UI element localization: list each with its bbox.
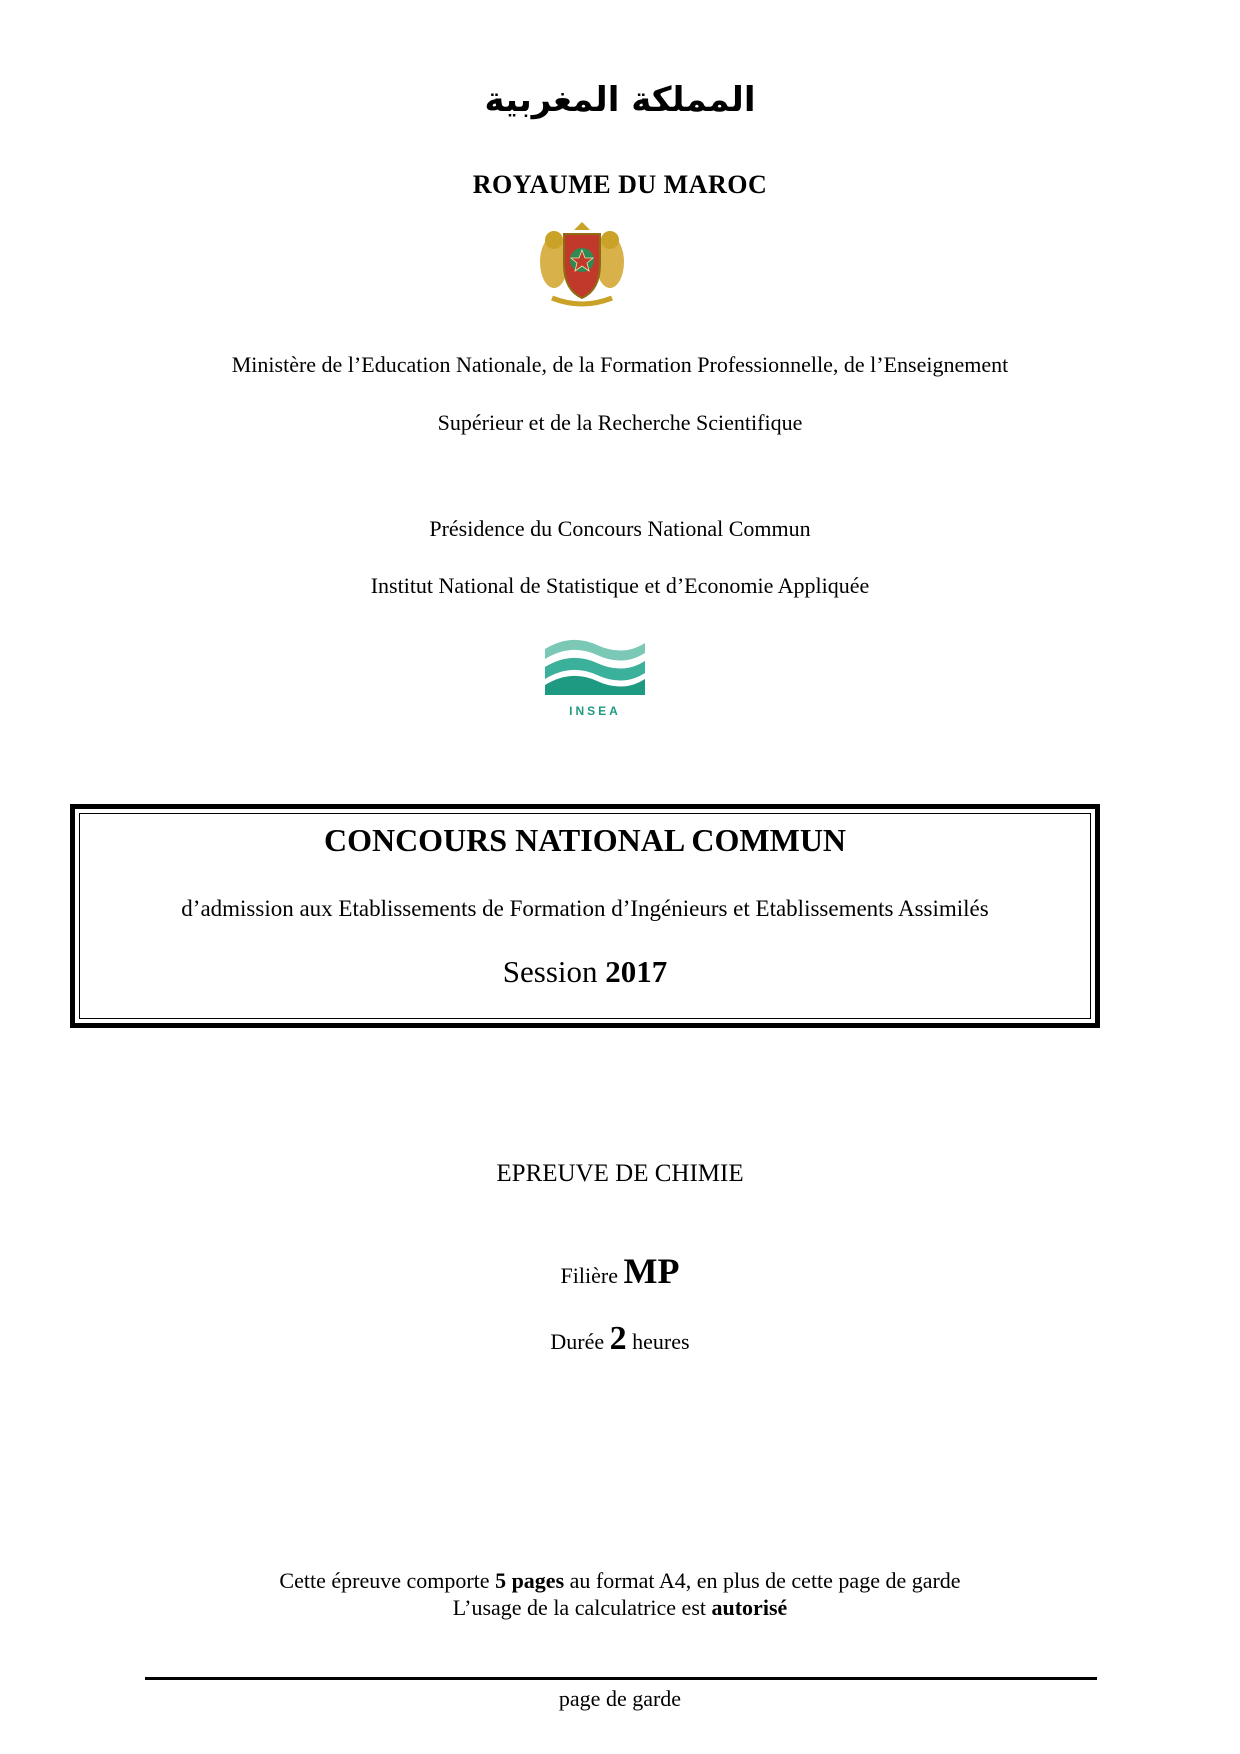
calculator-note-pre: L’usage de la calculatrice est <box>452 1595 712 1620</box>
calculator-allowed: autorisé <box>711 1595 788 1620</box>
insea-logo-icon <box>541 627 649 719</box>
insea-logo-text: INSEA <box>569 704 621 718</box>
filiere-value: MP <box>623 1251 680 1291</box>
institute-line: Institut National de Statistique et d’Economie Appliquée <box>370 573 870 598</box>
pages-note-pre: Cette épreuve comporte <box>279 1568 496 1593</box>
session-year: 2017 <box>605 954 668 989</box>
filiere-label: Filière <box>560 1263 618 1288</box>
session-label: Session <box>502 954 598 989</box>
filiere-line <box>0 1250 1240 1292</box>
footer-divider <box>145 1677 1097 1680</box>
contest-title: CONCOURS NATIONAL COMMUN <box>323 822 847 858</box>
pages-note <box>0 1568 1240 1594</box>
ministry-line-2: Supérieur et de la Recherche Scientifique <box>437 410 803 435</box>
pages-note-post: au format A4, en plus de cette page de garde <box>564 1568 961 1593</box>
presidency-line: Présidence du Concours National Commun <box>429 516 811 541</box>
duration-line <box>0 1320 1240 1358</box>
pages-count: 5 pages <box>495 1568 565 1593</box>
ministry-line-1: Ministère de l’Education Nationale, de la Formation Professionnelle, de l’Enseignement <box>231 352 1009 377</box>
duration-value: 2 <box>609 1320 627 1357</box>
country-title: ROYAUME DU MAROC <box>472 170 768 199</box>
contest-subtitle: d’admission aux Etablissements de Formation d’Ingénieurs et Etablissements Assimilés <box>181 896 989 921</box>
royal-coat-of-arms-icon <box>532 220 632 310</box>
exam-title: EPREUVE DE CHIMIE <box>496 1160 744 1187</box>
session-line <box>80 954 1090 990</box>
duration-unit: heures <box>632 1329 690 1354</box>
calculator-note <box>0 1595 1240 1621</box>
duration-label: Durée <box>550 1329 605 1354</box>
arabic-kingdom-title: المملكة المغربية <box>484 80 756 120</box>
footer-text: page de garde <box>558 1686 682 1711</box>
contest-title-box <box>70 804 1100 1028</box>
